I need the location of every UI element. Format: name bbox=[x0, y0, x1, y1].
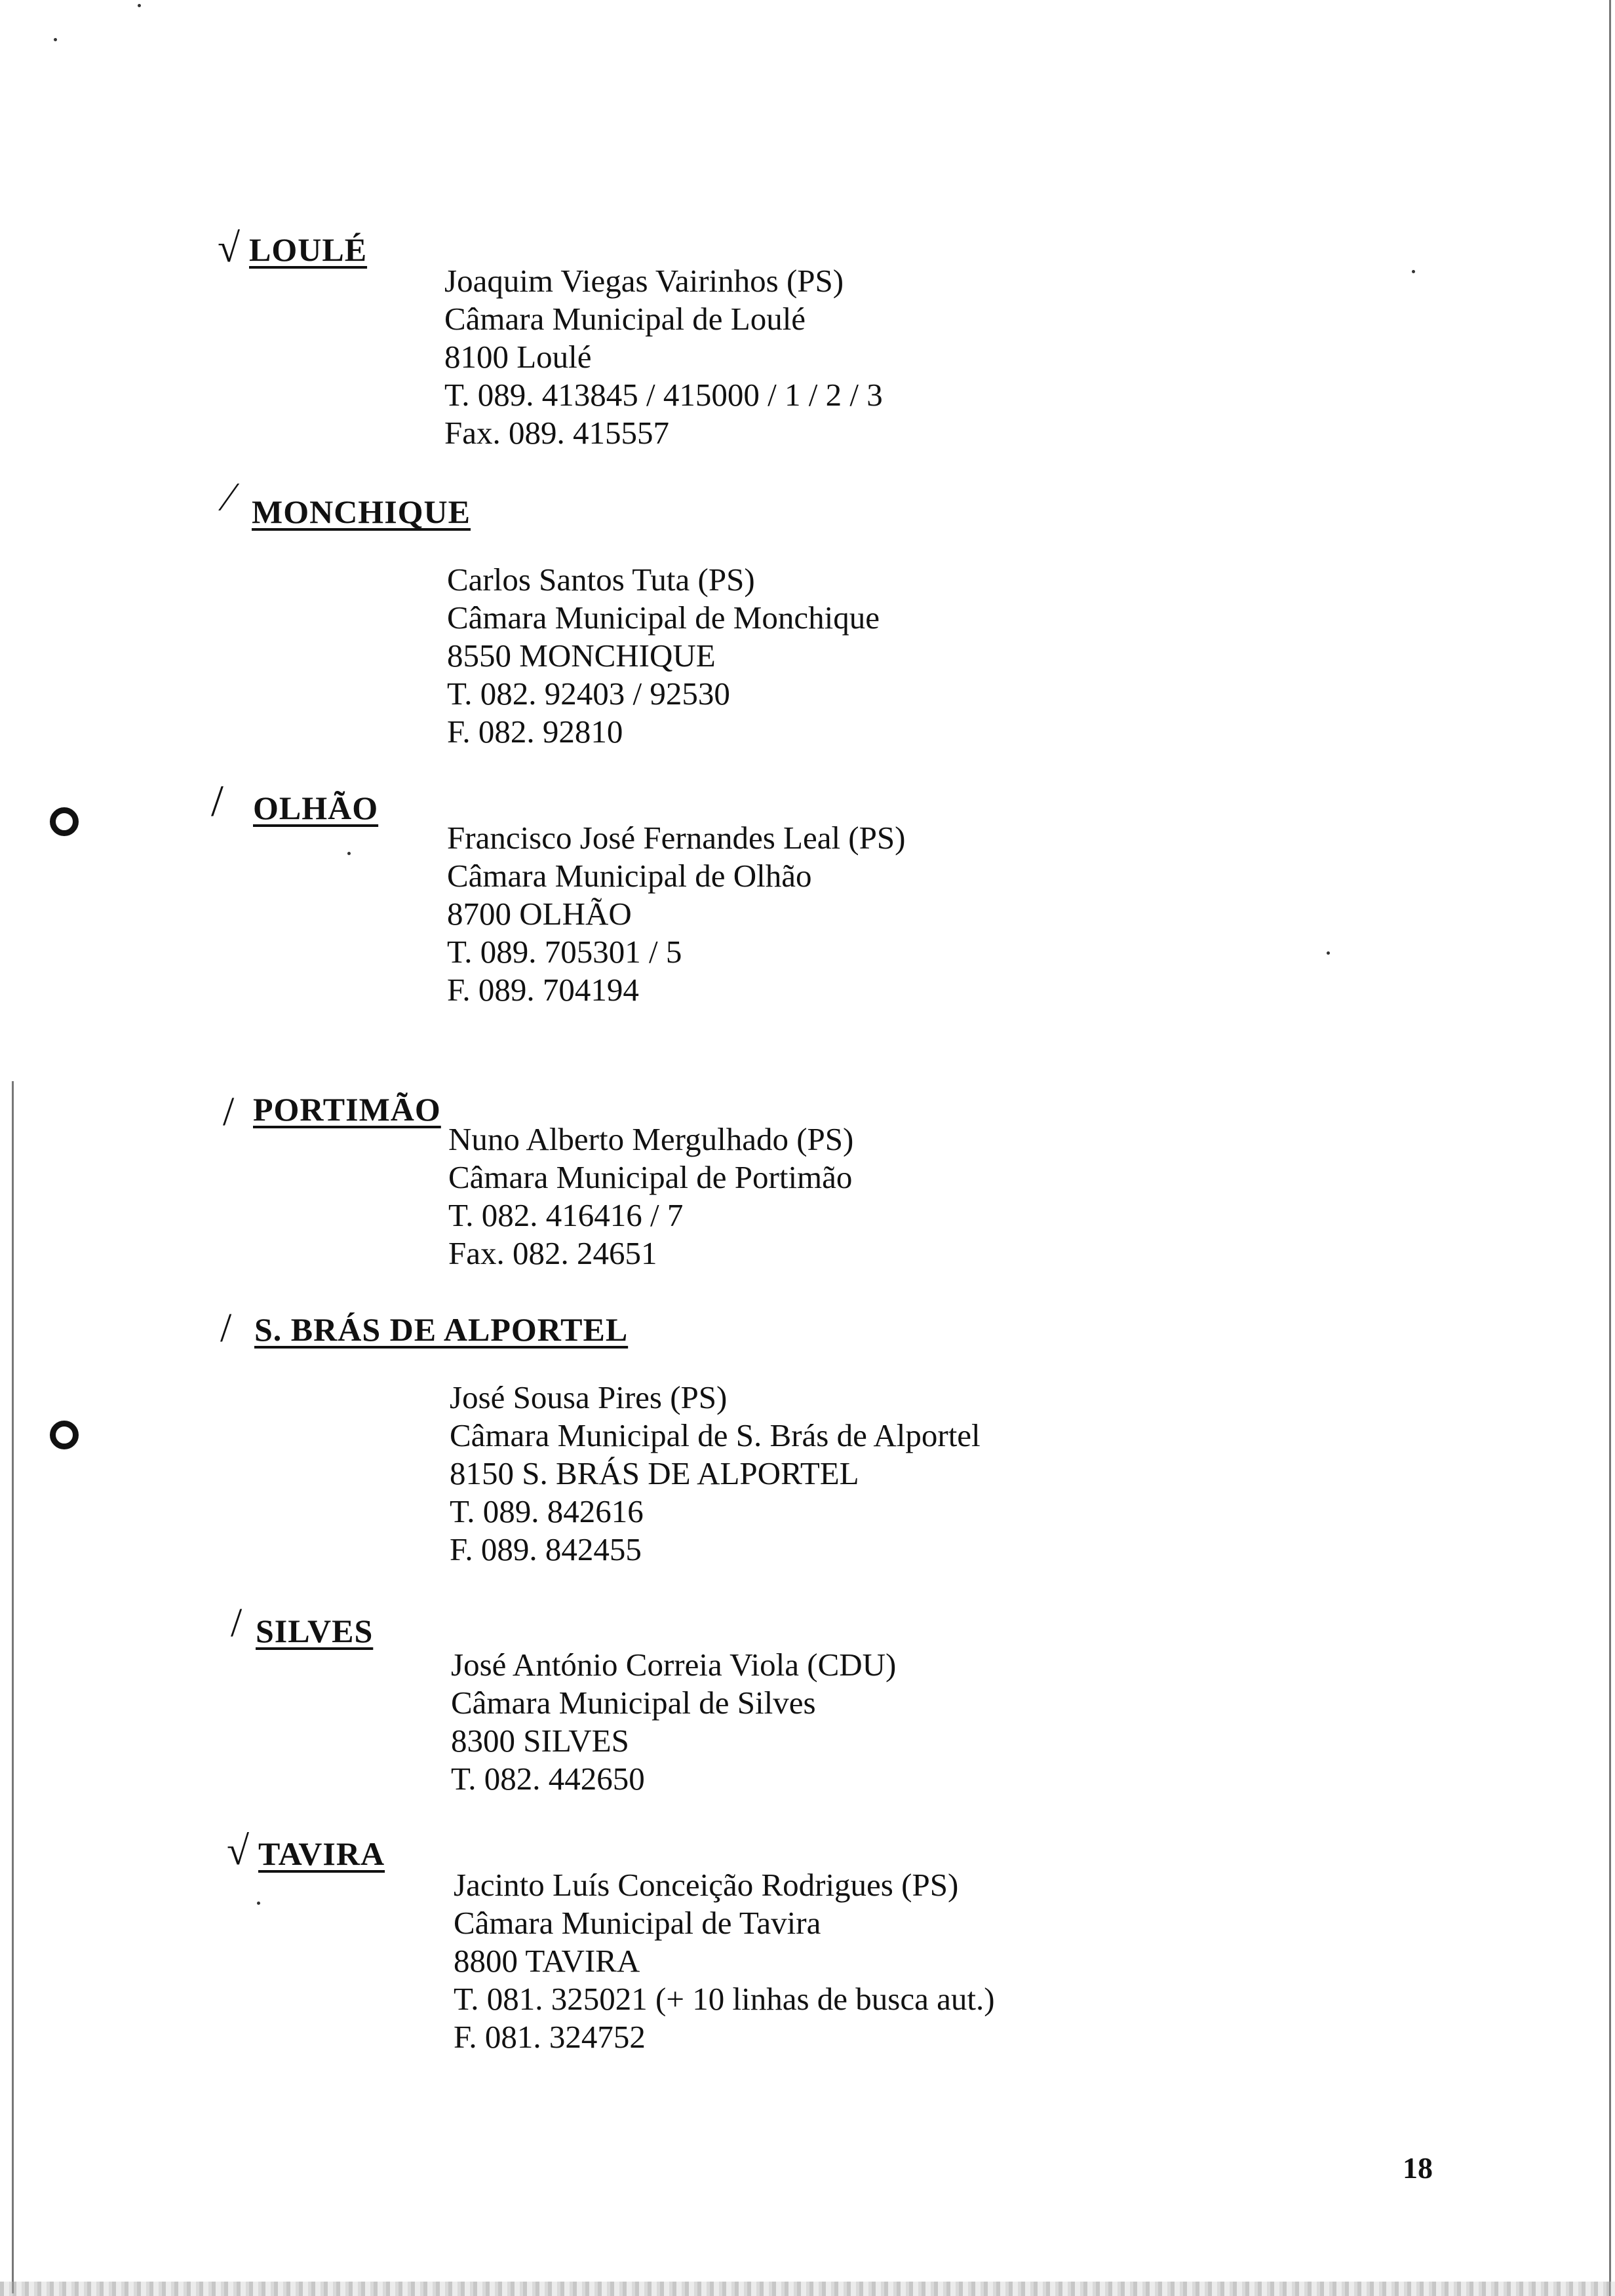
contact-block bbox=[448, 1120, 853, 1272]
check-mark: √ bbox=[227, 1829, 250, 1873]
contact-line: 8300 SILVES bbox=[451, 1723, 629, 1759]
contact-block bbox=[447, 819, 905, 1009]
scan-edge-left bbox=[12, 1081, 14, 2293]
contact-line: 8100 Loulé bbox=[444, 339, 592, 375]
municipality-heading: TAVIRA bbox=[258, 1835, 385, 1872]
contact-block bbox=[450, 1379, 981, 1569]
contact-line: Fax. 089. 415557 bbox=[444, 415, 669, 451]
contact-line: Francisco José Fernandes Leal (PS) bbox=[447, 820, 906, 856]
municipality-heading: SILVES bbox=[256, 1613, 374, 1649]
contact-line: 8550 MONCHIQUE bbox=[447, 638, 716, 674]
contact-line: José Sousa Pires (PS) bbox=[450, 1379, 728, 1415]
scan-bottom-strip bbox=[0, 2282, 1615, 2296]
contact-line: Fax. 082. 24651 bbox=[448, 1235, 657, 1271]
scan-edge-right bbox=[1609, 0, 1611, 2296]
contact-line: F. 082. 92810 bbox=[447, 714, 623, 750]
contact-line: T. 082. 92403 / 92530 bbox=[447, 676, 730, 712]
check-mark: / bbox=[231, 1601, 243, 1645]
contact-line: Jacinto Luís Conceição Rodrigues (PS) bbox=[454, 1867, 959, 1903]
municipality-heading: LOULÉ bbox=[249, 231, 368, 268]
contact-line: T. 089. 705301 / 5 bbox=[447, 934, 682, 970]
contact-block bbox=[454, 1866, 995, 2056]
check-mark: / bbox=[211, 776, 224, 826]
contact-line: T. 081. 325021 (+ 10 linhas de busca aut.) bbox=[454, 1981, 995, 2017]
contact-line: Câmara Municipal de Monchique bbox=[447, 600, 880, 636]
contact-line: T. 082. 442650 bbox=[451, 1761, 645, 1797]
contact-line: T. 089. 842616 bbox=[450, 1493, 644, 1529]
contact-line: Joaquim Viegas Vairinhos (PS) bbox=[444, 263, 844, 299]
municipality-heading: OLHÃO bbox=[253, 790, 379, 826]
contact-line: Câmara Municipal de Portimão bbox=[448, 1159, 853, 1195]
contact-line: Câmara Municipal de Tavira bbox=[454, 1905, 821, 1941]
contact-line: Câmara Municipal de Olhão bbox=[447, 858, 812, 894]
contact-line: F. 081. 324752 bbox=[454, 2019, 646, 2055]
contact-line: Nuno Alberto Mergulhado (PS) bbox=[448, 1121, 854, 1157]
contact-line: Câmara Municipal de Silves bbox=[451, 1685, 816, 1721]
check-mark: ⁄ bbox=[225, 475, 233, 520]
contact-block bbox=[451, 1646, 896, 1798]
contact-block bbox=[444, 262, 883, 452]
contact-line: T. 082. 416416 / 7 bbox=[448, 1197, 684, 1233]
page-number: 18 bbox=[1403, 2151, 1433, 2185]
scan-speck bbox=[1412, 270, 1415, 273]
contact-block bbox=[447, 561, 880, 751]
contact-line: F. 089. 704194 bbox=[447, 972, 639, 1008]
contact-line: 8150 S. BRÁS DE ALPORTEL bbox=[450, 1455, 859, 1491]
contact-line: 8800 TAVIRA bbox=[454, 1943, 640, 1979]
check-mark: √ bbox=[218, 226, 241, 271]
contact-line: Câmara Municipal de Loulé bbox=[444, 301, 806, 337]
scan-speck bbox=[347, 852, 351, 855]
scan-speck bbox=[1327, 951, 1330, 955]
contact-line: 8700 OLHÃO bbox=[447, 896, 632, 932]
contact-line: Carlos Santos Tuta (PS) bbox=[447, 562, 755, 598]
scan-speck bbox=[54, 38, 57, 41]
scan-speck bbox=[257, 1902, 260, 1905]
check-mark: / bbox=[220, 1306, 232, 1350]
municipality-heading: S. BRÁS DE ALPORTEL bbox=[254, 1311, 629, 1348]
contact-line: T. 089. 413845 / 415000 / 1 / 2 / 3 bbox=[444, 377, 883, 413]
contact-line: José António Correia Viola (CDU) bbox=[451, 1647, 897, 1683]
binder-hole bbox=[50, 807, 79, 836]
contact-line: Câmara Municipal de S. Brás de Alportel bbox=[450, 1417, 981, 1453]
municipality-heading: PORTIMÃO bbox=[253, 1091, 441, 1128]
municipality-heading: MONCHIQUE bbox=[252, 493, 471, 530]
check-mark: / bbox=[223, 1090, 235, 1134]
contact-line: F. 089. 842455 bbox=[450, 1531, 642, 1567]
binder-hole bbox=[50, 1421, 79, 1449]
